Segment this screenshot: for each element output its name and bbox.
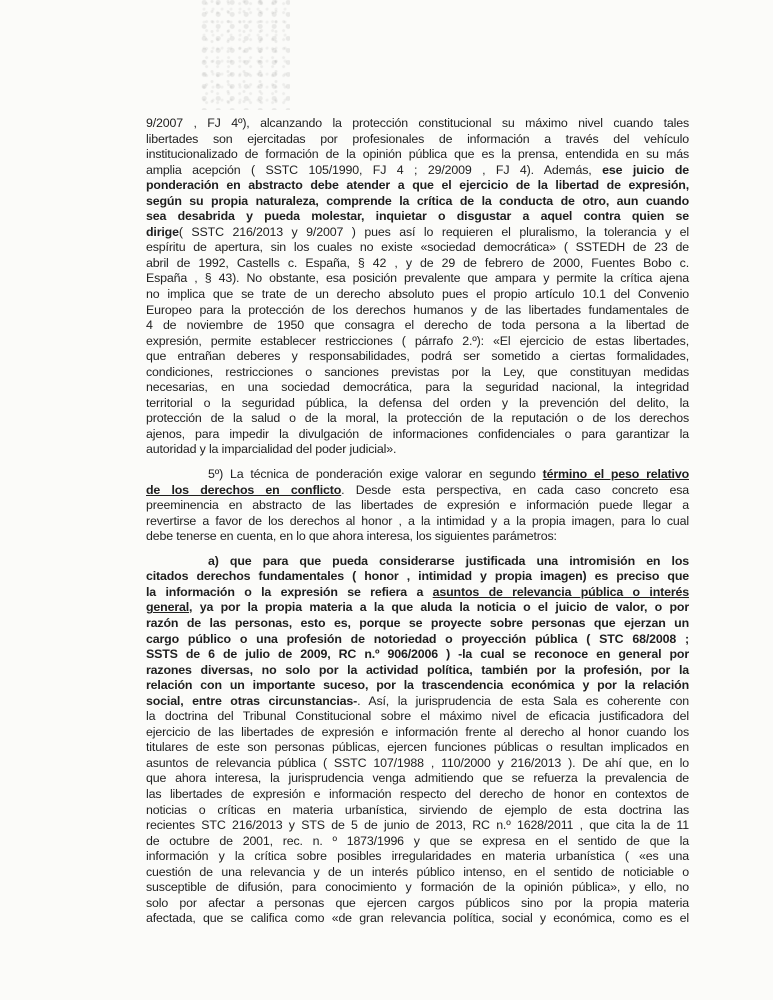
text-line [146,256,689,272]
document-page [146,116,689,927]
bold-text: citados derechos fundamentales ( honor , intimidad y propia imagen) es preciso que [146,569,689,584]
underlined-text: de los derechos en conflicto [146,482,342,497]
text-line [146,334,689,350]
bold-text: según su propia naturaleza, comprende la crítica de la conducta de otro, aun cuando [146,193,689,208]
text-run: cuestión de una relevancia y de un interés público intenso, en el sentido de noticiable o [146,864,689,879]
text-run: susceptible de difusión, para conocimiento y formación de la opinión pública», y ello, no [146,880,689,895]
text-run: . Desde esta perspectiva, en cada caso concreto esa [341,482,689,497]
text-run: libertades son ejercitadas por profesionales de información a través del vehículo [146,131,689,146]
text-line [146,498,689,514]
text-line [146,771,689,787]
scan-artifact [200,0,290,110]
text-line [146,287,689,303]
text-line [146,271,689,287]
text-line [146,116,689,132]
text-line [146,303,689,319]
text-line [146,147,689,163]
text-line [146,585,689,601]
bold-text: cargo público o una profesión de notoriedad o proyección pública ( STC 68/2008 ; [146,631,689,646]
text-run: abril de 1992, Castells c. España, § 42 , y de 29 de febrero de 2000, Fuentes Bobo c. [146,255,689,270]
text-line [146,427,689,443]
bold-text: razón de las personas, esto es, porque se proyecte sobre personas que ejerzan un [146,615,689,630]
text-line [146,240,689,256]
text-run: condiciones, restricciones o sanciones previstas por la Ley, que constituyan medidas [146,364,689,379]
text-run: de octubre de 2001, rec. n. º 1873/1996 y que se expresa en el sentido de que la [146,833,689,848]
text-run: territorial o la seguridad pública, la defensa del orden y la prevención del delito, la [146,395,689,410]
text-run: necesarias, en una sociedad democrática, para la seguridad nacional, la integridad [146,380,689,395]
text-line [146,411,689,427]
text-run: 9/2007 , FJ 4º), alcanzando la protección constitucional su máximo nivel cuando tales [146,116,689,130]
text-line [146,514,689,530]
bold-text: ponderación en abstracto debe atender a que el ejercicio de la libertad de expresión, [146,178,689,193]
text-run: institucionalizado de formación de la opinión pública que es la prensa, entendida en su más [146,147,689,162]
bold-text: ese juicio de [602,162,689,177]
text-line [146,442,689,458]
text-line [146,709,689,725]
text-line [146,740,689,756]
text-run: amplia acepción ( SSTC 105/1990, FJ 4 ; 29/2009 , FJ 4). Además, [146,162,603,177]
text-line [146,209,689,225]
bold-text: la información o la expresión se refiera a [146,584,433,599]
text-line [146,678,689,694]
underlined-text: asuntos de relevancia pública o interés [432,584,690,599]
text-line [146,380,689,396]
text-run: Europeo para la protección de los derechos humanos y de las libertades fundamentales de [146,302,689,317]
text-run: que entrañan deberes y responsabilidades, podrá ser sometido a ciertas formalidades, [146,349,689,364]
text-line [146,849,689,865]
text-run: que ahora interesa, la jurisprudencia venga admitiendo que se refuerza la prevalencia de [146,771,689,786]
text-run: 5º) La técnica de ponderación exige valorar en segundo [208,467,543,482]
text-run: preeminencia en abstracto de las libertades de expresión e información puede llegar a [146,498,689,513]
text-run: protección de la salud o de la moral, la protección de la reputación o de los derechos [146,411,689,426]
text-line [146,896,689,912]
text-line [146,225,689,241]
text-line [146,787,689,803]
text-line [146,694,689,710]
text-run: información y la crítica sobre posibles irregularidades en materia urbanística ( «es una [146,849,689,864]
bold-text: dirige [146,224,179,239]
text-line [146,911,689,927]
text-line [146,834,689,850]
text-line [146,616,689,632]
text-line [146,554,689,570]
text-line [146,663,689,679]
text-run: solo por afectar a personas que ejercen cargos públicos sino por la propia materia [146,895,689,910]
text-run: ejercicio de las libertades de expresión e información frente al derecho al honor cuando los [146,724,689,739]
text-line [146,178,689,194]
paragraph-peso-relativo [146,467,689,545]
text-run: no implica que se trate de un derecho absoluto pues el propio artículo 10.1 del Convenio [146,287,689,302]
text-run: España , § 43). No obstante, esa posición prevalente que ampara y permite la crítica ajena [146,271,689,286]
bold-text: a) que para que pueda considerarse justificada una intromisión en los [208,553,689,568]
bold-text: SSTS de 6 de julio de 2009, RC n.º 906/2006 ) -la cual se reconoce en general por [146,647,689,662]
text-line [146,600,689,616]
text-run: recientes STC 216/2013 y STS de 5 de junio de 2013, RC n.º 1628/2011 , que cita la de 11 [146,818,689,833]
text-line [146,194,689,210]
text-line [146,318,689,334]
text-run: . Así, la jurisprudencia de esta Sala es coherente con [357,693,689,708]
text-run: la doctrina del Tribunal Constitucional sobre el máximo nivel de eficacia justificadora del [146,709,689,724]
text-line [146,132,689,148]
text-line [146,349,689,365]
bold-text: social, entre otras circunstancias- [146,693,358,708]
text-line [146,803,689,819]
bold-text: sea desabrida y pueda molestar, inquietar o disgustar a aquel contra quien se [146,209,689,224]
text-run: ( SSTC 216/2013 y 9/2007 ) pues así lo requieren el pluralismo, la tolerancia y el [178,224,689,239]
text-run: revertirse a favor de los derechos al honor , a la intimidad y a la propia imagen, para lo cual [146,513,689,528]
text-line [146,529,689,545]
text-line [146,365,689,381]
underlined-text: término el peso relativo [542,467,689,482]
text-run: espíritu de apertura, sin los cuales no existe «sociedad democrática» ( SSTEDH de 23 de [146,240,689,255]
text-run: 4 de noviembre de 1950 que consagra el derecho de toda persona a la libertad de [146,318,689,333]
text-line [146,647,689,663]
text-line [146,569,689,585]
text-run: titulares de este son personas públicas, ejercen funciones públicas o resultan implicados en [146,740,689,755]
text-line [146,483,689,499]
underlined-text: general [146,600,190,615]
text-line [146,632,689,648]
text-run: autoridad y la imparcialidad del poder judicial». [146,442,397,457]
text-line [146,865,689,881]
text-line [146,725,689,741]
text-run: noticias o críticas en materia urbanística, sirviendo de ejemplo de esta doctrina las [146,802,689,817]
text-run: ajenos, para impedir la divulgación de informaciones confidenciales o para garantizar la [146,426,689,441]
text-line [146,163,689,179]
bold-text: razones diversas, no solo por la actividad política, también por la profesión, por la [146,662,689,677]
text-run: debe tenerse en cuenta, en lo que ahora interesa, los siguientes parámetros: [146,529,557,544]
text-line [146,467,689,483]
text-line [146,880,689,896]
text-line [146,756,689,772]
text-line [146,396,689,412]
text-run: las libertades de expresión e información respecto del derecho de honor en contextos de [146,786,689,801]
text-run: expresión, permite establecer restricciones ( párrafo 2.º): «El ejercicio de estas libertades, [146,333,689,348]
paragraph-ponderacion-abstracto [146,116,689,458]
text-run: asuntos de relevancia pública ( SSTC 107/1988 , 110/2000 y 216/2013 ). De ahí que, en lo [146,755,689,770]
paragraph-relevancia-publica [146,554,689,927]
text-line [146,818,689,834]
bold-text: , ya por la propia materia a la que aluda la noticia o el juicio de valor, o por [189,600,689,615]
text-run: afectada, que se califica como «de gran relevancia política, social y económica, como es el [146,911,689,926]
bold-text: relación con un importante suceso, por la trascendencia económica y por la relación [146,678,689,693]
